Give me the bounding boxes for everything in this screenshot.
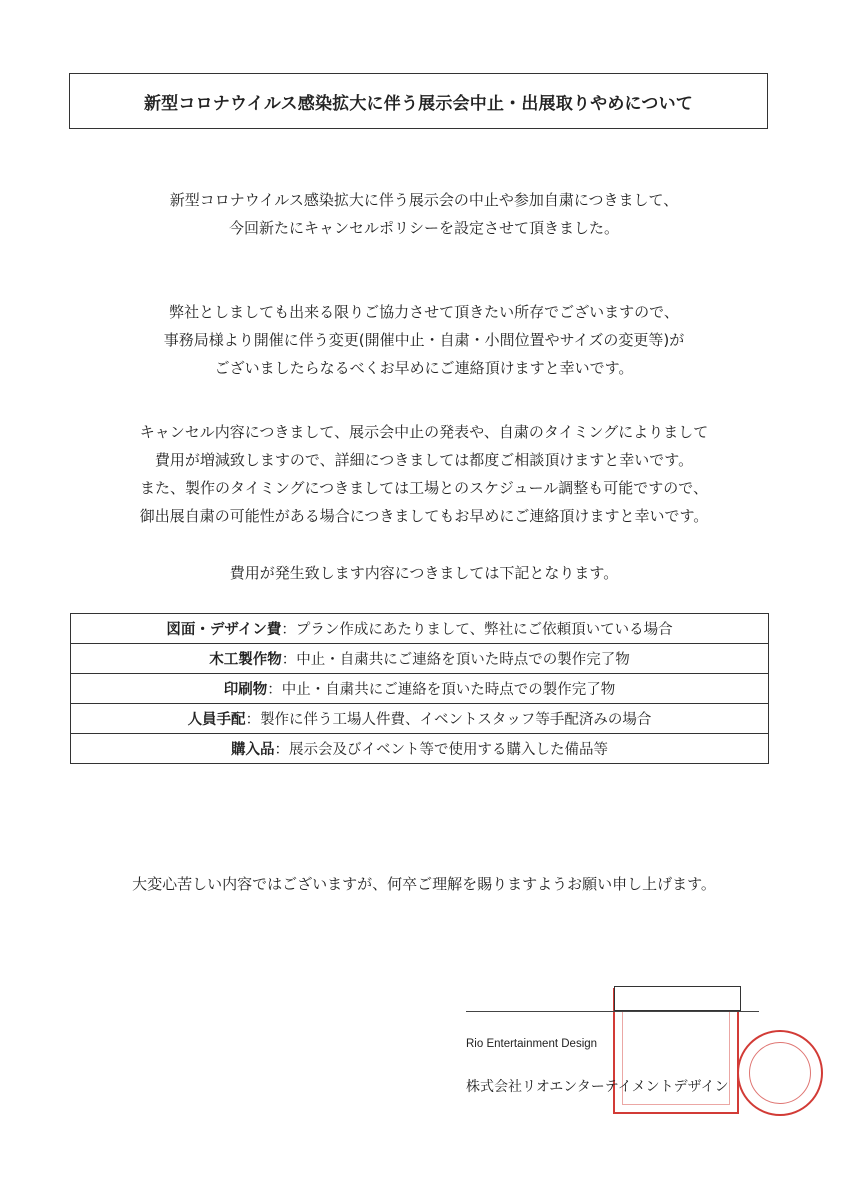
cost-item-separator: ： xyxy=(281,622,296,638)
cost-item-row xyxy=(71,614,768,644)
cost-item-label: 印刷物 xyxy=(223,682,268,698)
company-seal-round xyxy=(737,1030,823,1116)
cost-item-label: 人員手配 xyxy=(187,712,246,728)
signature-name-box xyxy=(614,986,741,1011)
cost-item-label: 購入品 xyxy=(231,742,275,758)
cost-item-separator: ： xyxy=(245,712,261,728)
cost-item-row xyxy=(71,644,768,674)
cost-item-description: プラン作成にあたりまして、弊社にご依頼頂いている場合 xyxy=(295,622,673,638)
company-name-japanese: 株式会社リオエンターテイメントデザイン xyxy=(466,1079,729,1095)
title-text: 新型コロナウイルス感染拡大に伴う展示会中止・出展取りやめについて xyxy=(143,93,694,114)
document-title xyxy=(69,73,768,129)
cost-item-row xyxy=(71,704,768,734)
text-line: 弊社としましても出来る限りご協力させて頂きたい所存でございますので、 xyxy=(169,303,679,321)
cost-items-table xyxy=(70,613,769,764)
cancellation-paragraph xyxy=(0,418,848,530)
cost-item-description: 中止・自粛共にご連絡を頂いた時点での製作完了物 xyxy=(281,682,616,698)
signature-divider xyxy=(466,1011,759,1012)
text-line: 費用が発生致します内容につきましては下記となります。 xyxy=(229,564,619,582)
text-line: 今回新たにキャンセルポリシーを設定させて頂きました。 xyxy=(228,219,619,237)
cost-item-label: 図面・デザイン費 xyxy=(166,622,282,638)
cost-item-row xyxy=(71,734,768,763)
seal-inner-ring xyxy=(749,1042,811,1104)
text-line: 新型コロナウイルス感染拡大に伴う展示会の中止や参加自粛につきまして、 xyxy=(169,191,679,209)
text-line: キャンセル内容につきまして、展示会中止の発表や、自粛のタイミングによりまして xyxy=(139,423,709,441)
cooperation-paragraph xyxy=(0,298,848,382)
cost-item-label: 木工製作物 xyxy=(209,652,282,668)
company-name-english: Rio Entertainment Design xyxy=(466,1038,598,1050)
text-line: また、製作のタイミングにつきましては工場とのスケジュール調整も可能ですので、 xyxy=(140,479,708,497)
cost-item-description: 展示会及びイベント等で使用する購入した備品等 xyxy=(289,742,608,758)
cost-item-separator: ： xyxy=(281,652,297,668)
intro-paragraph xyxy=(0,186,848,242)
cost-item-description: 中止・自粛共にご連絡を頂いた時点での製作完了物 xyxy=(296,652,630,668)
text-line: 事務局様より開催に伴う変更(開催中止・自粛・小間位置やサイズの変更等)が xyxy=(163,331,685,349)
text-line: 費用が増減致しますので、詳細につきましては都度ご相談頂けますと幸いです。 xyxy=(154,451,694,469)
cost-item-separator: ： xyxy=(267,682,282,698)
cost-item-row xyxy=(71,674,768,704)
cost-item-separator: ： xyxy=(274,742,289,758)
text-line: 御出展自粛の可能性がある場合につきましてもお早めにご連絡頂けますと幸いです。 xyxy=(139,507,709,525)
text-line: ございましたらなるべくお早めにご連絡頂けますと幸いです。 xyxy=(214,359,634,377)
cost-item-description: 製作に伴う工場人件費、イベントスタッフ等手配済みの場合 xyxy=(260,712,652,728)
closing-sentence: 大変心苦しい内容ではございますが、何卒ご理解を賜りますようお願い申し上げます。 xyxy=(132,875,716,893)
costs-intro-paragraph xyxy=(0,559,848,587)
